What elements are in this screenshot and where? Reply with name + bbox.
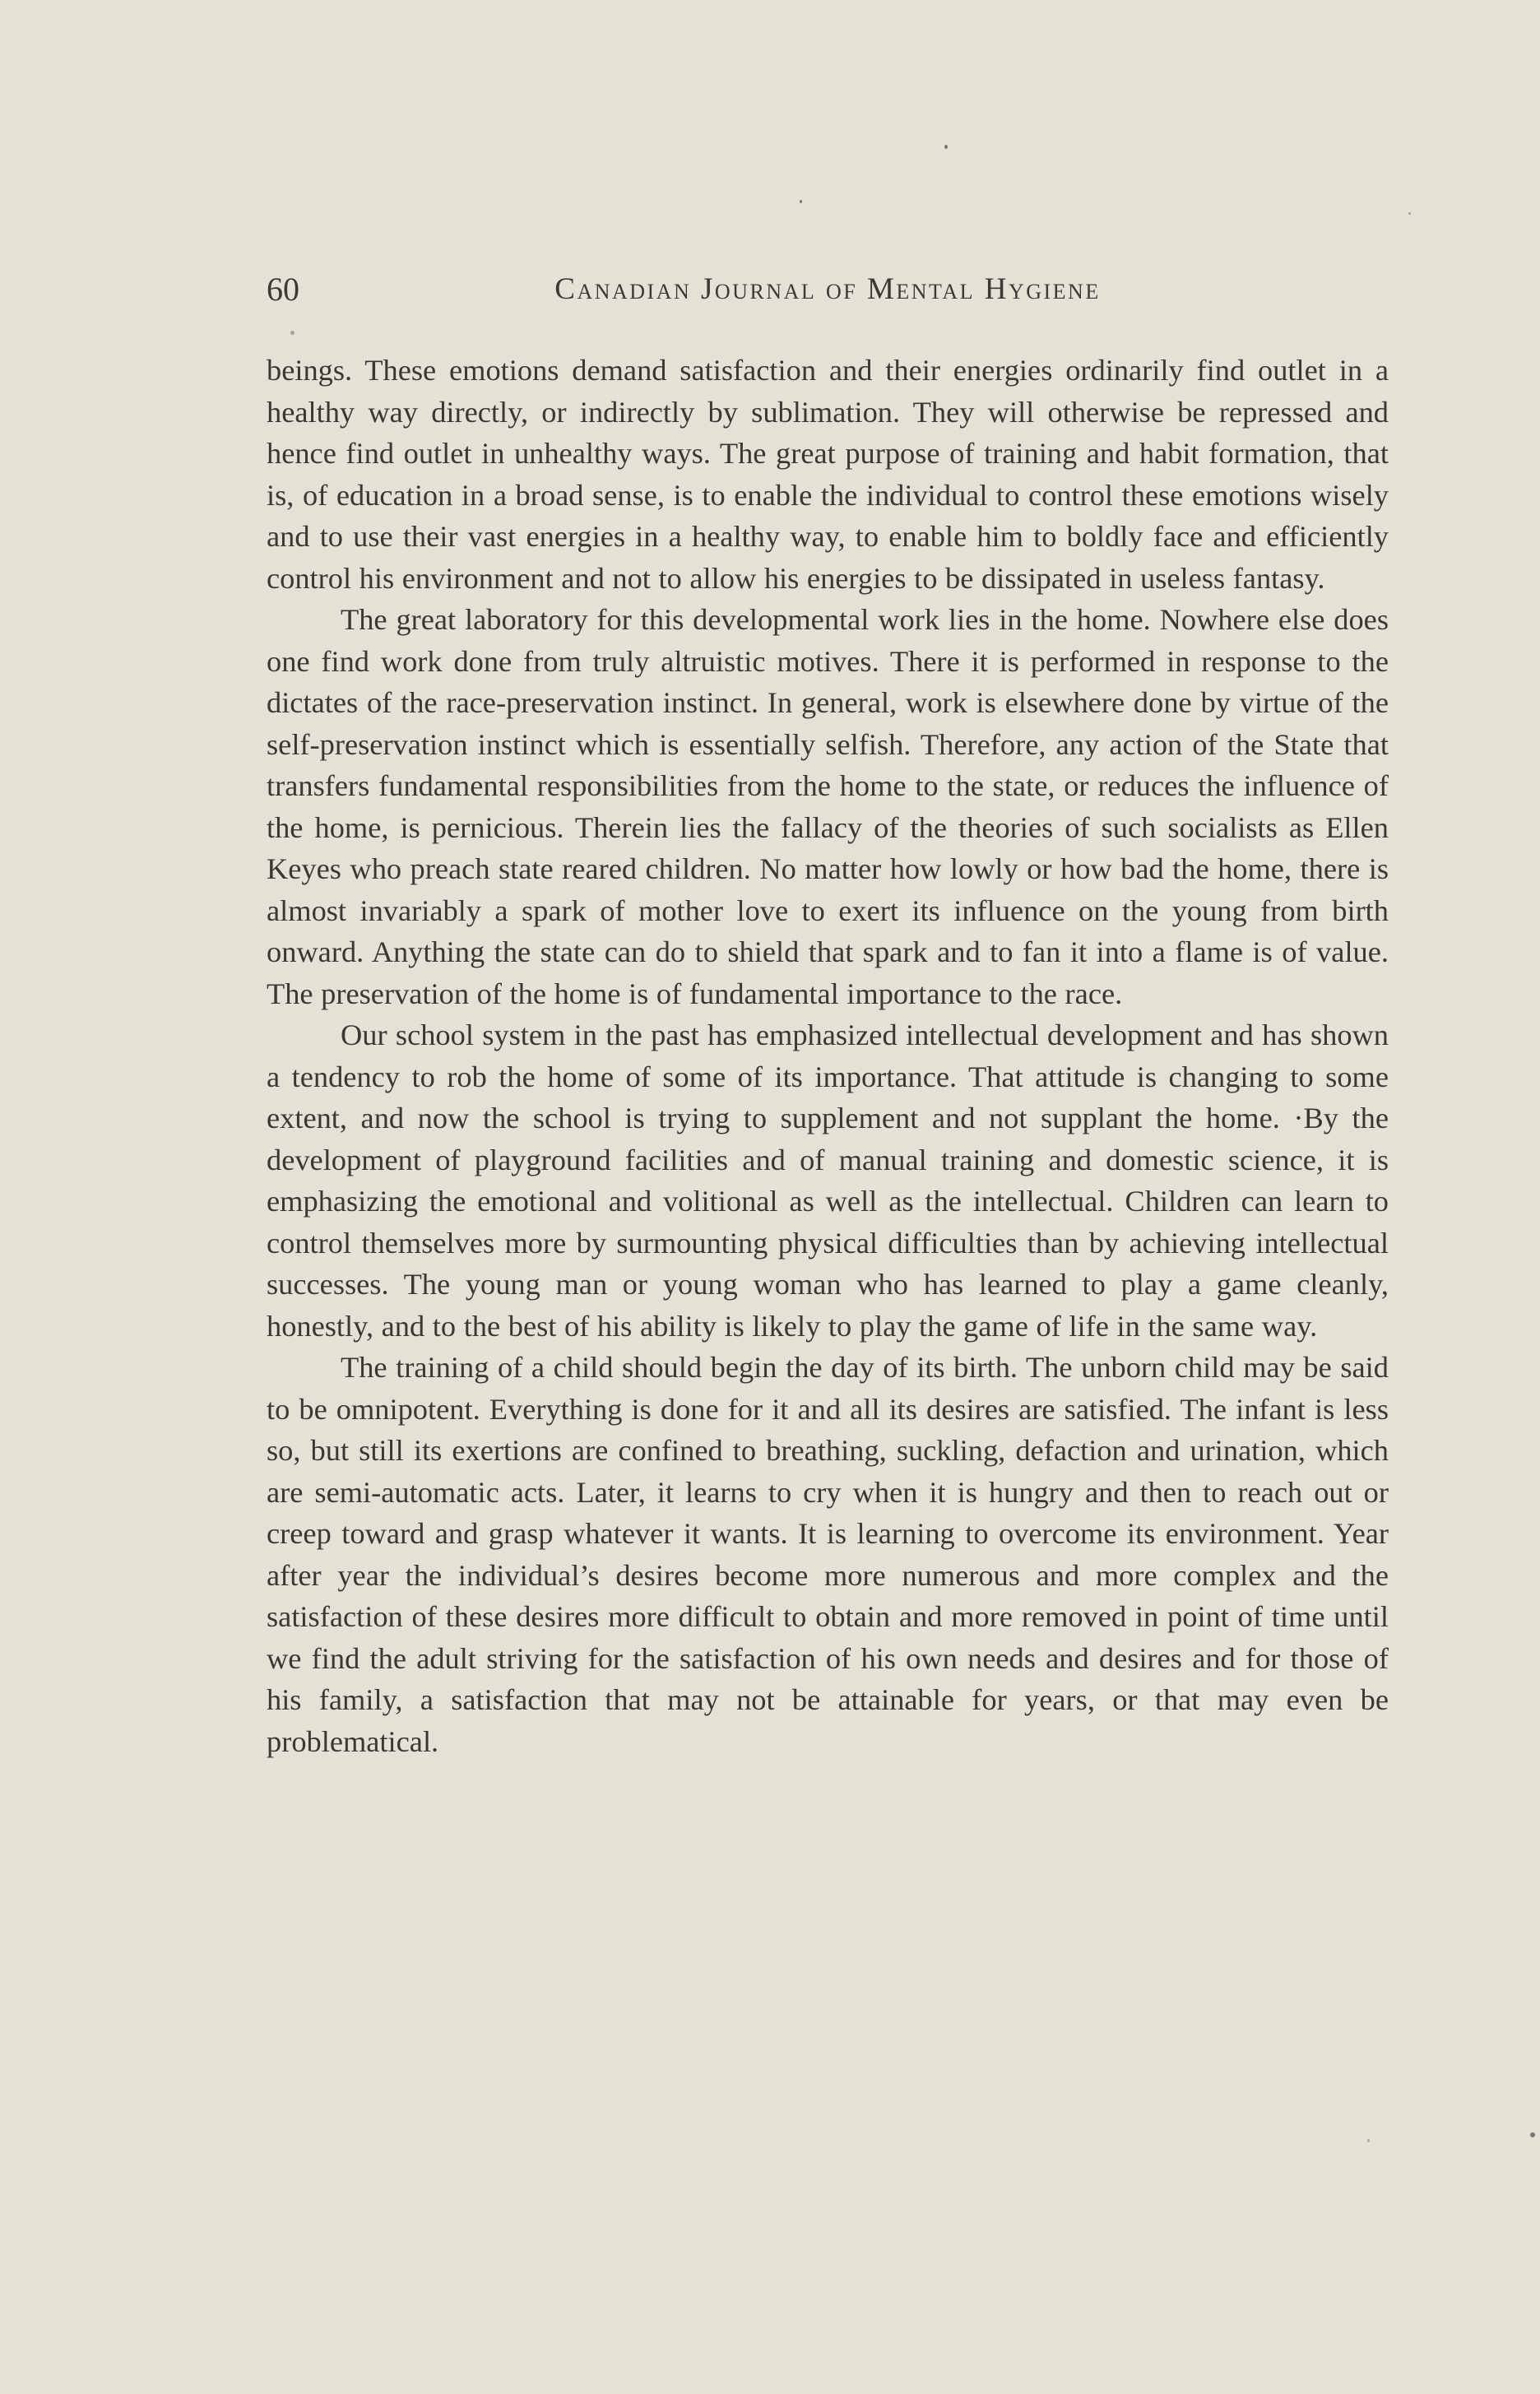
paragraph-3: Our school system in the past has emphasized intellectual development and has shown a tendency to rob the home of some of its importance. That attitude is changing to some extent, and now the school is trying to supplement and not supplant the home. ·By the development of playground facilities and of manual training and domestic science, it is emphasizing the emotional and volitional as well as the intellectual. Children can learn to control themselves more by surmounting physical difficulties than by achieving intellectual successes. The young man or young woman who has learned to play a game cleanly, honestly, and to the best of his ability is likely to play the game of life in the same way. — [267, 1018, 1389, 1343]
page-number: 60 — [267, 271, 299, 308]
paragraph-4: The training of a child should begin the day of its birth. The unborn child may be said to be omnipotent. Everything is done for it and all its desires are satisfied. The infant is less so, but still its exertions are confined to breathing, suckling, defaction and urination, which are semi-automatic acts. Later, it learns to cry when it is hungry and then to reach out or creep toward and grasp whatever it wants. It is learning to overcome its environment. Year after year the individual’s desires become more numerous and more complex and the satisfaction of these desires more difficult to obtain and more removed in point of time until we find the adult striving for the satisfaction of his own needs and desires and for those of his family, a satisfaction that may not be attainable for years, or that may even be problematical. — [267, 1351, 1389, 1758]
page-header — [267, 265, 1389, 314]
paragraph-2: The great laboratory for this developmental work lies in the home. Nowhere else does one find work done from truly altruistic motives. There it is performed in response to the dictates of the race-preservation instinct. In general, work is elsewhere done by virtue of the self-preservation instinct which is essentially selfish. Therefore, any action of the State that transfers fundamental responsibilities from the home to the state, or reduces the influence of the home, is pernicious. Therein lies the fallacy of the theories of such socialists as Ellen Keyes who preach state reared children. No matter how lowly or how bad the home, there is almost invariably a spark of mother love to exert its influence on the young from birth onward. Anything the state can do to shield that spark and to fan it into a flame is of value. The preservation of the home is of fundamental importance to the race. — [267, 603, 1389, 1010]
paper-speck — [800, 200, 802, 203]
paper-speck — [1367, 2139, 1370, 2142]
paragraph-1: beings. These emotions demand satisfaction and their energies ordinarily find outlet in a healthy way directly, or indirectly by sublimation. They will otherwise be repressed and hence find outlet in unhealthy ways. The great purpose of training and habit formation, that is, of education in a broad sense, is to enable the individual to control these emotions wisely and to use their vast energies in a healthy way, to enable him to boldly face and efficiently control his environment and not to allow his energies to be dissipated in useless fantasy. — [267, 354, 1389, 595]
paper-speck — [1530, 2132, 1535, 2137]
paper-speck — [944, 145, 948, 149]
running-head: Canadian Journal of Mental Hygiene — [554, 272, 1101, 306]
page-body — [267, 350, 1389, 1762]
paper-speck — [290, 331, 295, 335]
paper-speck — [1408, 212, 1411, 215]
